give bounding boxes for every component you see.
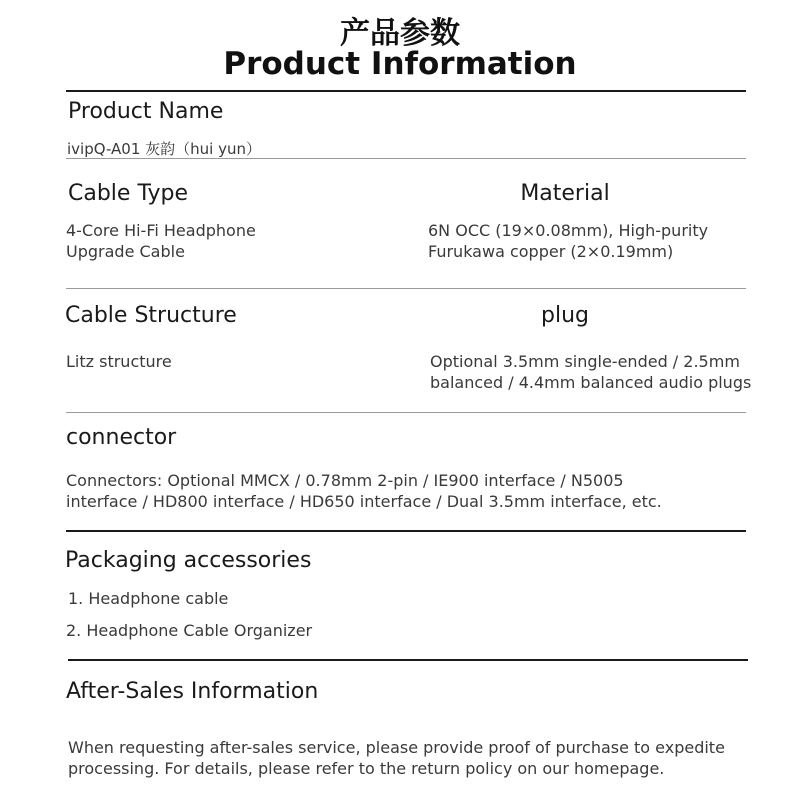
material-line: 6N OCC (19×0.08mm), High-purity	[428, 221, 709, 240]
page-title-chinese: 产品参数	[340, 16, 460, 51]
packaging-item: 2. Headphone Cable Organizer	[66, 621, 313, 640]
cable-type-line: Upgrade Cable	[66, 242, 185, 261]
cable-type-line: 4-Core Hi-Fi Headphone	[66, 221, 256, 240]
plug-heading: plug	[541, 303, 589, 328]
plug-value	[430, 351, 751, 393]
plug-line: Optional 3.5mm single-ended / 2.5mm	[430, 352, 740, 371]
cable-structure-divider	[66, 412, 746, 413]
page-title: Product Information	[223, 46, 577, 82]
plug-line: balanced / 4.4mm balanced audio plugs	[430, 373, 752, 392]
cable-type-heading: Cable Type	[68, 181, 188, 206]
material-value	[428, 220, 708, 262]
cable-type-value	[66, 220, 256, 262]
connector-line: interface / HD800 interface / HD650 interface / Dual 3.5mm interface, etc.	[66, 492, 662, 511]
material-line: Furukawa copper (2×0.19mm)	[428, 242, 674, 261]
cable-structure-value: Litz structure	[66, 352, 172, 371]
material-heading: Material	[520, 181, 610, 206]
connector-value	[66, 470, 662, 512]
connector-line: Connectors: Optional MMCX / 0.78mm 2-pin / IE900 interface / N5005	[66, 471, 624, 490]
cable-structure-heading: Cable Structure	[65, 303, 237, 328]
title-divider	[66, 90, 746, 92]
product-name-heading: Product Name	[68, 99, 224, 124]
packaging-item: 1. Headphone cable	[68, 589, 229, 608]
connector-heading: connector	[66, 425, 177, 450]
product-name-divider	[66, 158, 746, 159]
packaging-divider	[68, 659, 748, 661]
after-sales-line: processing. For details, please refer to the return policy on our homepage.	[68, 759, 665, 778]
after-sales-heading: After-Sales Information	[66, 679, 319, 704]
cable-type-divider	[66, 288, 746, 289]
after-sales-value	[68, 737, 725, 779]
product-name-value: ivipQ-A01 灰韵（hui yun）	[67, 140, 261, 158]
connector-divider	[66, 530, 746, 532]
after-sales-line: When requesting after-sales service, please provide proof of purchase to expedite	[68, 738, 725, 757]
packaging-heading: Packaging accessories	[65, 548, 312, 573]
